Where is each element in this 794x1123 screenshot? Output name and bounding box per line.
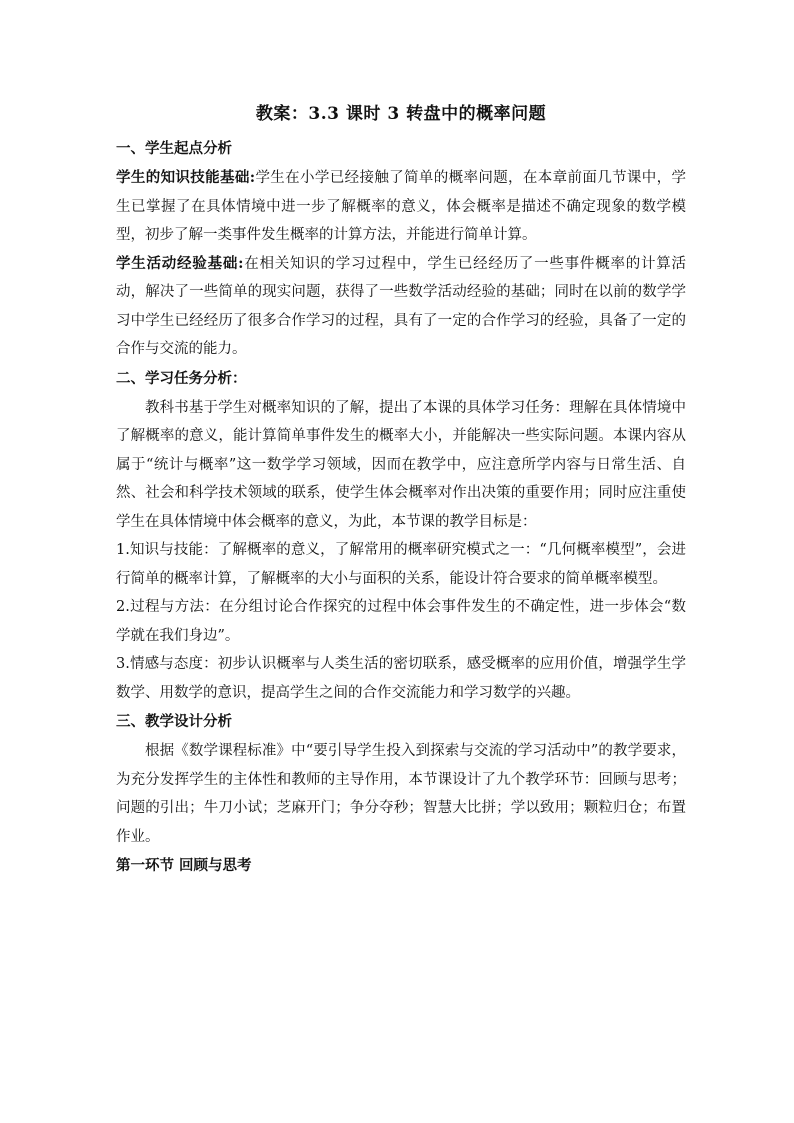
section-design-analysis	[116, 707, 686, 851]
paragraph-design: 根据《数学课程标准》中“要引导学生投入到探索与交流的学习活动中”的教学要求，为充分发挥学生的主体性和教师的主导作用，本节课设计了九个教学环节：回顾与思考；问题的引出；牛刀小试；芝麻开门；争分夺秒；智慧大比拼；学以致用；颗粒归仓；布置作业。	[116, 743, 686, 845]
paragraph-activity-basis	[116, 250, 686, 364]
goal-item-knowledge: 1.知识与技能：了解概率的意义，了解常用的概率研究模式之一：“几何概率模型”，会进行简单的概率计算，了解概率的大小与面积的关系，能设计符合要求的简单概率模型。	[116, 542, 686, 587]
paragraph-lead: 学生活动经验基础:	[116, 254, 244, 272]
section-heading-1: 一、学生起点分析	[116, 140, 232, 157]
document-title: 教案：3.3 课时 3 转盘中的概率问题	[255, 104, 547, 124]
paragraph-text: 在相关知识的学习过程中，学生已经经历了一些事件概率的计算活动，解决了一些简单的现实问题，获得了一些数学活动经验的基础；同时在以前的数学学习中学生已经经历了很多合作学习的过程，具有了一定的合作学习的经验，具备了一定的合作与交流的能力。	[116, 255, 686, 357]
paragraph-lead: 学生的知识技能基础:	[116, 169, 256, 186]
paragraph-knowledge-basis	[116, 164, 686, 250]
section-heading-3: 三、教学设计分析	[116, 713, 232, 730]
paragraph-text: 学生在小学已经接触了简单的概率问题，在本章前面几节课中，学生已掌握了在具体情境中进一步了解概率的意义，体会概率是描述不确定现象的数学模型，初步了解一类事件发生概率的计算方法，并能进行简单计算。	[116, 170, 687, 243]
section-first-stage	[116, 851, 686, 881]
section-student-analysis	[116, 134, 686, 364]
section-heading-2: 二、学习任务分析：	[116, 369, 247, 387]
document-page	[116, 100, 686, 881]
section-task-analysis	[116, 364, 686, 708]
goal-item-emotion: 3.情感与态度：初步认识概率与人类生活的密切联系，感受概率的应用价值，增强学生学数学、用数学的意识，提高学生之间的合作交流能力和学习数学的兴趣。	[116, 656, 686, 701]
section-heading-4: 第一环节 回顾与思考	[116, 857, 252, 874]
paragraph-task-intro: 教科书基于学生对概率知识的了解，提出了本课的具体学习任务：理解在具体情境中了解概率的意义，能计算简单事件发生的概率大小，并能解决一些实际问题。本课内容从属于“统计与概率”这一数学学习领域，因而在教学中，应注意所学内容与日常生活、自然、社会和科学技术领域的联系，使学生体会概率对作出决策的重要作用；同时应注重使学生在具体情境中体会概率的意义，为此，本节课的教学目标是：	[116, 399, 686, 530]
goal-item-process: 2.过程与方法：在分组讨论合作探究的过程中体会事件发生的不确定性，进一步体会“数学就在我们身边”。	[116, 599, 686, 644]
